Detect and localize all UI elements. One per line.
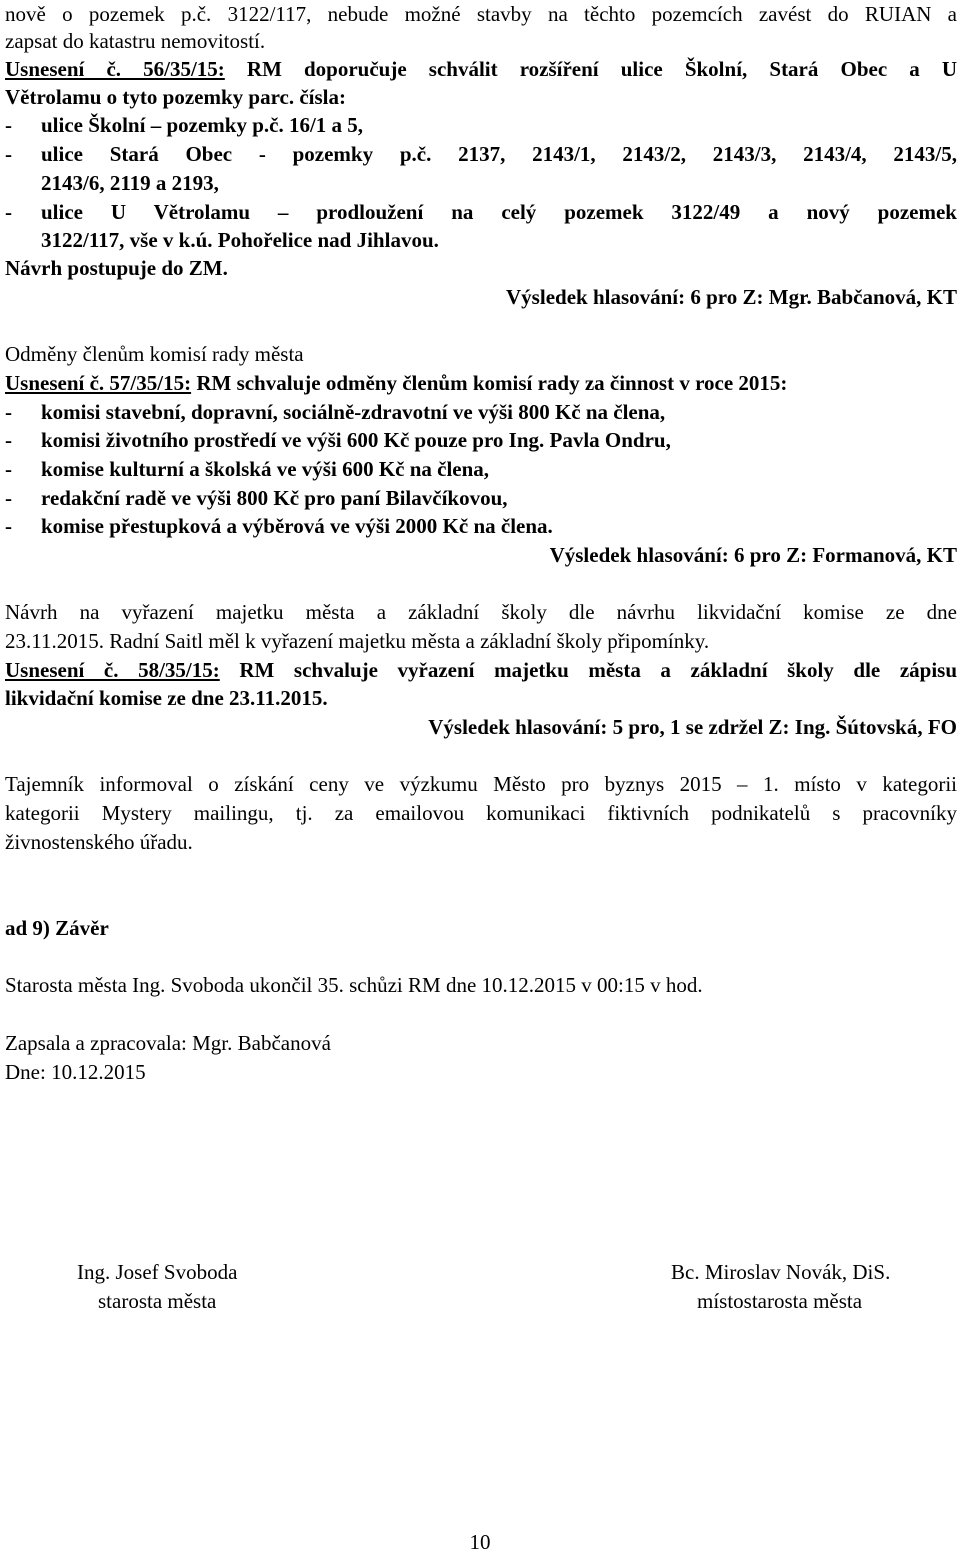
res56-item-2-cont: 2143/6, 2119 a 2193,	[41, 171, 219, 195]
record-date: Dne: 10.12.2015	[5, 1060, 146, 1084]
res56-first-line	[5, 55, 957, 84]
secretary-line-2: kategorii Mystery mailingu, tj. za emailovou komunikaci fiktivních podnikatelů s pracovníky	[5, 801, 957, 825]
disposal-line-1: Návrh na vyřazení majetku města a základní školy dle návrhu likvidační komise ze dne	[5, 600, 957, 624]
res56-item-3-cont: 3122/117, vše v k.ú. Pohořelice nad Jihlavou.	[41, 228, 439, 252]
res57-vote: Výsledek hlasování: 6 pro Z: Formanová, KT	[549, 543, 957, 567]
intro-line-1: nově o pozemek p.č. 3122/117, nebude možné stavby na těchto pozemcích zavést do RUIAN a	[5, 2, 957, 26]
res57-text: RM schvaluje odměny členům komisí rady za činnost v roce 2015:	[196, 371, 788, 395]
res56-vote: Výsledek hlasování: 6 pro Z: Mgr. Babčanová, KT	[506, 285, 957, 309]
conclusion-heading: ad 9) Závěr	[5, 916, 109, 940]
res56-text-2: Větrolamu o tyto pozemky parc. čísla:	[5, 85, 347, 109]
commissions-heading: Odměny členům komisí rady města	[5, 342, 304, 366]
res56-label: Usnesení č. 56/35/15:	[5, 57, 225, 81]
res57-label: Usnesení č. 57/35/15:	[5, 371, 192, 395]
res57-first-line	[5, 369, 787, 398]
secretary-line-3: živnostenského úřadu.	[5, 830, 193, 854]
res58-text-1: RM schvaluje vyřazení majetku města a základní školy dle zápisu	[239, 658, 958, 682]
intro-line-2: zapsat do katastru nemovitostí.	[5, 29, 266, 53]
recorded-by: Zapsala a zpracovala: Mgr. Babčanová	[5, 1031, 331, 1055]
secretary-line-1: Tajemník informoval o získání ceny ve výzkumu Město pro byznys 2015 – 1. místo v kategorii	[5, 772, 957, 796]
signature-left-role: starosta města	[98, 1289, 217, 1313]
res56-text-1: RM doporučuje schválit rozšíření ulice Školní, Stará Obec a U	[246, 57, 958, 81]
res58-text-2: likvidační komise ze dne 23.11.2015.	[5, 686, 328, 710]
res58-label: Usnesení č. 58/35/15:	[5, 658, 220, 682]
disposal-line-2: 23.11.2015. Radní Saitl měl k vyřazení majetku města a základní školy připomínky.	[5, 629, 710, 653]
conclusion-text: Starosta města Ing. Svoboda ukončil 35. schůzi RM dne 10.12.2015 v 00:15 v hod.	[5, 973, 703, 997]
res58-vote: Výsledek hlasování: 5 pro, 1 se zdržel Z: Ing. Šútovská, FO	[428, 715, 957, 739]
signature-right-role: místostarosta města	[697, 1289, 863, 1313]
res56-proposal: Návrh postupuje do ZM.	[5, 256, 228, 280]
page-number: 10	[469, 1530, 491, 1554]
res58-first-line	[5, 656, 957, 685]
signature-left-name: Ing. Josef Svoboda	[77, 1260, 238, 1284]
signature-right-name: Bc. Miroslav Novák, DiS.	[671, 1260, 891, 1284]
